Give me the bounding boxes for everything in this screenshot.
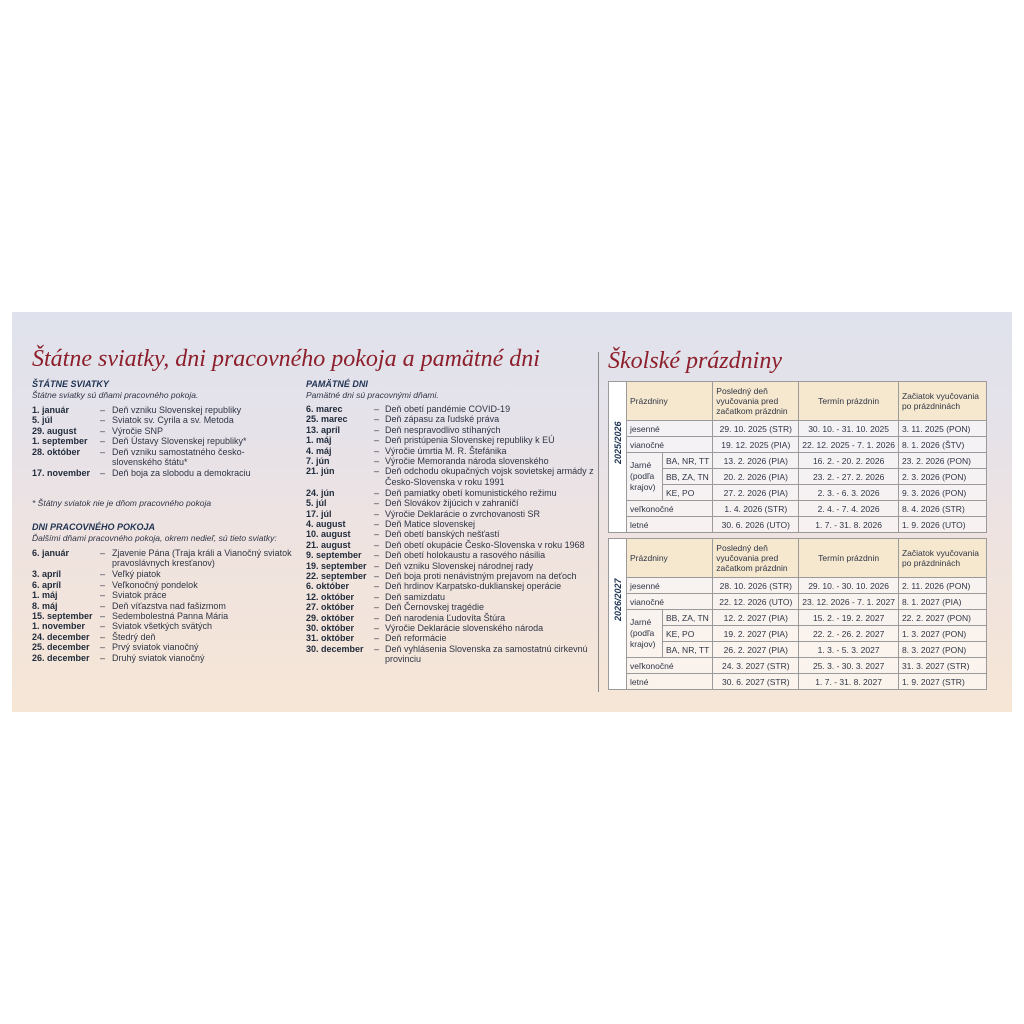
pamatne-item (306, 644, 597, 665)
pamatne-item-text: Výročie Deklarácie o zvrchovanosti SR (385, 508, 541, 519)
pamatne-item-text: Deň Slovákov žijúcich v zahraničí (385, 498, 519, 509)
header-last-day: Posledný deň vyučovania pred začatkom prázdnin (713, 382, 799, 421)
pamatne-item (306, 550, 597, 560)
header-start: Začiatok vyučovania po prázdninách (898, 382, 986, 421)
pamatne-item (306, 561, 597, 571)
pamatne-item (306, 519, 597, 529)
pokoj-item-text: Sviatok práce (112, 590, 167, 601)
holiday-last-day: 12. 2. 2027 (PIA) (713, 610, 799, 626)
statne-item-sep: – (100, 415, 106, 426)
statne-intro: Štátne sviatky sú dňami pracovného pokoja. (32, 390, 199, 400)
statne-item-date: 1. január (32, 405, 70, 415)
spring-label: Jarné (podľa krajov) (627, 453, 663, 501)
statne-item-sep: – (100, 405, 106, 415)
pokoj-item-text: Deň víťazstva nad fašizmom (112, 600, 226, 611)
pamatne-item (306, 602, 597, 612)
pamatne-item-text: Výročie Memoranda národa slovenského (385, 456, 549, 466)
holiday-start: 9. 3. 2026 (PON) (898, 485, 986, 501)
pokoj-item-date: 3. apríl (32, 569, 62, 580)
holiday-term: 2. 3. - 6. 3. 2026 (799, 485, 899, 501)
holiday-term: 22. 12. 2025 - 7. 1. 2026 (799, 437, 899, 453)
holiday-start: 8. 3. 2027 (PON) (898, 642, 986, 658)
holiday-term: 23. 12. 2026 - 7. 1. 2027 (799, 594, 899, 610)
pokoj-intro: Ďalšími dňami pracovného pokoja, okrem nedieľ, sú tieto sviatky: (32, 533, 277, 543)
pamatne-item-sep: – (374, 571, 380, 581)
pamatne-item-text: Výročie úmrtia M. R. Štefánika (385, 445, 507, 456)
pamatne-item-date: 21. august (306, 539, 351, 550)
pamatne-item (306, 446, 597, 456)
statne-item-text: Deň vzniku samostatného česko-slovenského štátu* (112, 446, 245, 467)
statne-item-sep: – (100, 468, 106, 478)
school-year-text: 2025/2026 (612, 421, 623, 464)
holiday-term: 25. 3. - 30. 3. 2027 (799, 658, 899, 674)
pamatne-item (306, 488, 597, 498)
pamatne-item-sep: – (374, 539, 380, 550)
pamatne-item-sep: – (374, 643, 380, 654)
pamatne-heading: PAMÄTNÉ DNI (306, 379, 368, 389)
pamatne-item-text: Deň obetí banských nešťastí (385, 529, 500, 540)
pokoj-item-text: Zjavenie Pána (Traja králi a Vianočný sviatok pravoslávnych kresťanov) (112, 548, 292, 569)
pamatne-item-sep: – (374, 445, 380, 456)
statne-heading: ŠTÁTNE SVIATKY (32, 379, 109, 389)
holiday-name: veľkonočné (627, 658, 713, 674)
statne-item-date: 1. september (32, 436, 88, 447)
pokoj-item-sep: – (100, 579, 106, 590)
holiday-last-day: 26. 2. 2027 (PIA) (713, 642, 799, 658)
pamatne-item-sep: – (374, 591, 380, 602)
holiday-name: letné (627, 674, 713, 690)
statne-item-date: 29. august (32, 425, 77, 436)
statne-item-text: Sviatok sv. Cyrila a sv. Metoda (112, 415, 234, 426)
pokoj-item-text: Prvý sviatok vianočný (112, 642, 199, 653)
holiday-term: 2. 4. - 7. 4. 2026 (799, 501, 899, 517)
pamatne-item-date: 5. júl (306, 498, 327, 509)
pokoj-item-sep: – (100, 548, 106, 558)
pamatne-item-text: Deň Černovskej tragédie (385, 602, 485, 613)
statne-item (32, 426, 278, 436)
pamatne-item-date: 19. september (306, 560, 367, 571)
spring-label: Jarné (podľa krajov) (627, 610, 663, 658)
pamatne-item (306, 456, 597, 466)
pamatne-item-text: Deň obetí pandémie COVID-19 (385, 404, 511, 414)
pamatne-item-sep: – (374, 529, 380, 540)
holiday-name: veľkonočné (627, 501, 713, 517)
pokoj-item (32, 632, 298, 642)
header-prazdniny: Prázdniny (627, 382, 713, 421)
pokoj-item-sep: – (100, 621, 106, 632)
holiday-start: 1. 3. 2027 (PON) (898, 626, 986, 642)
pamatne-item-text: Deň pristúpenia Slovenskej republiky k EÚ (385, 435, 555, 446)
calendar-card (12, 312, 1012, 712)
pamatne-item-date: 1. máj (306, 435, 332, 446)
statne-item (32, 415, 278, 425)
pokoj-item-sep: – (100, 611, 106, 621)
pokoj-item (32, 580, 298, 590)
pokoj-item-date: 6. apríl (32, 579, 62, 590)
spring-region: KE, PO (663, 485, 713, 501)
right-title: Školské prázdniny (608, 348, 782, 374)
holiday-last-day: 22. 12. 2026 (UTO) (713, 594, 799, 610)
holiday-term: 22. 2. - 26. 2. 2027 (799, 626, 899, 642)
pokoj-item-date: 1. november (32, 621, 86, 632)
pokoj-item-sep: – (100, 600, 106, 611)
pamatne-item-text: Deň odchodu okupačných vojsk sovietskej armády z Česko-Slovenska v roku 1991 (385, 466, 594, 487)
header-prazdniny: Prázdniny (627, 539, 713, 578)
pokoj-heading: DNI PRACOVNÉHO POKOJA (32, 522, 156, 532)
holiday-last-day: 20. 2. 2026 (PIA) (713, 469, 799, 485)
pokoj-item-sep: – (100, 569, 106, 580)
statne-item (32, 447, 278, 468)
statne-item-sep: – (100, 425, 106, 436)
pokoj-item (32, 569, 298, 579)
pamatne-item-date: 30. december (306, 643, 364, 654)
pokoj-item-text: Druhý sviatok vianočný (112, 652, 205, 663)
holiday-last-day: 29. 10. 2025 (STR) (713, 421, 799, 437)
holiday-term: 23. 2. - 27. 2. 2026 (799, 469, 899, 485)
pokoj-item-sep: – (100, 652, 106, 663)
pokoj-item-text: Veľký piatok (112, 569, 161, 580)
pamatne-item (306, 581, 597, 591)
pamatne-item-sep: – (374, 435, 380, 446)
pamatne-item-date: 31. október (306, 633, 355, 644)
holiday-start: 8. 4. 2026 (STR) (898, 501, 986, 517)
holiday-name: vianočné (627, 594, 713, 610)
spring-region: BA, NR, TT (663, 453, 713, 469)
pamatne-item-date: 9. september (306, 550, 362, 561)
pamatne-item-text: Deň obetí okupácie Česko-Slovenska v roku 1968 (385, 539, 585, 550)
spring-region: BB, ZA, TN (663, 469, 713, 485)
pamatne-item (306, 592, 597, 602)
pokoj-item-date: 25. december (32, 642, 90, 653)
pokoj-item-text: Veľkonočný pondelok (112, 579, 198, 590)
pamatne-item-date: 7. jún (306, 456, 330, 466)
holiday-start: 31. 3. 2027 (STR) (898, 658, 986, 674)
holiday-term: 1. 7. - 31. 8. 2027 (799, 674, 899, 690)
statne-item (32, 405, 278, 415)
pamatne-item-sep: – (374, 550, 380, 561)
pamatne-item-sep: – (374, 404, 380, 414)
pamatne-item-text: Deň boja proti nenávistným prejavom na deťoch (385, 571, 577, 581)
pamatne-item-date: 29. október (306, 612, 355, 623)
pamatne-item-date: 6. október (306, 581, 350, 592)
pamatne-item-sep: – (374, 498, 380, 509)
school-year-text: 2026/2027 (612, 578, 623, 621)
holiday-start: 1. 9. 2027 (STR) (898, 674, 986, 690)
holiday-name: letné (627, 517, 713, 533)
pokoj-item (32, 590, 298, 600)
pamatne-item-sep: – (374, 602, 380, 613)
header-term: Termín prázdnin (799, 382, 899, 421)
pokoj-item-text: Sviatok všetkých svätých (112, 621, 213, 632)
pamatne-item (306, 425, 597, 435)
statne-item (32, 468, 278, 478)
pamatne-item-text: Deň samizdatu (385, 591, 446, 602)
pamatne-item-date: 27. október (306, 602, 355, 613)
left-title: Štátne sviatky, dni pracovného pokoja a pamätné dni (32, 346, 540, 372)
school-year-label (609, 382, 627, 533)
pamatne-item-date: 12. október (306, 591, 355, 602)
pamatne-item (306, 540, 597, 550)
pokoj-item-date: 6. január (32, 548, 70, 558)
statne-item-text: Deň vzniku Slovenskej republiky (112, 405, 242, 415)
pokoj-item-date: 24. december (32, 631, 90, 642)
pokoj-item-date: 8. máj (32, 600, 58, 611)
holiday-last-day: 19. 2. 2027 (PIA) (713, 626, 799, 642)
holiday-term: 15. 2. - 19. 2. 2027 (799, 610, 899, 626)
pamatne-item-sep: – (374, 487, 380, 498)
pamatne-item (306, 613, 597, 623)
spring-region: BB, ZA, TN (663, 610, 713, 626)
pokoj-item (32, 601, 298, 611)
pamatne-item-sep: – (374, 612, 380, 623)
holiday-term: 1. 7. - 31. 8. 2026 (799, 517, 899, 533)
column-divider (598, 352, 599, 692)
statne-item-text: Deň Ústavy Slovenskej republiky* (112, 436, 247, 447)
holiday-last-day: 28. 10. 2026 (STR) (713, 578, 799, 594)
pamatne-item-date: 6. marec (306, 404, 343, 414)
holiday-term: 30. 10. - 31. 10. 2025 (799, 421, 899, 437)
pamatne-item-date: 24. jún (306, 487, 335, 498)
pamatne-item (306, 509, 597, 519)
pamatne-item (306, 633, 597, 643)
pokoj-item (32, 548, 298, 569)
pamatne-item-date: 4. máj (306, 445, 332, 456)
holiday-last-day: 19. 12. 2025 (PIA) (713, 437, 799, 453)
pamatne-item-date: 25. marec (306, 414, 348, 425)
pamatne-item-sep: – (374, 456, 380, 466)
pokoj-item-sep: – (100, 642, 106, 653)
pamatne-item-date: 13. apríl (306, 424, 341, 435)
pokoj-item (32, 653, 298, 663)
holiday-last-day: 27. 2. 2026 (PIA) (713, 485, 799, 501)
pamatne-item-date: 10. august (306, 529, 351, 540)
pokoj-item-date: 26. december (32, 652, 90, 663)
school-table (608, 381, 987, 533)
pokoj-item (32, 611, 298, 621)
holiday-start: 2. 11. 2026 (PON) (898, 578, 986, 594)
pamatne-item-date: 30. október (306, 623, 355, 633)
statne-item (32, 436, 278, 446)
pamatne-item-text: Deň nespravodlivo stíhaných (385, 424, 501, 435)
pamatne-item-text: Deň Matice slovenskej (385, 519, 476, 529)
pamatne-item (306, 529, 597, 539)
holiday-last-day: 1. 4. 2026 (STR) (713, 501, 799, 517)
header-last-day: Posledný deň vyučovania pred začatkom prázdnin (713, 539, 799, 578)
holiday-last-day: 30. 6. 2026 (UTO) (713, 517, 799, 533)
pamatne-item-sep: – (374, 581, 380, 592)
pamatne-item (306, 498, 597, 508)
statne-item-date: 17. november (32, 468, 91, 478)
pamatne-item-text: Deň vzniku Slovenskej národnej rady (385, 560, 534, 571)
statne-item-text: Výročie SNP (112, 425, 164, 436)
pamatne-item (306, 414, 597, 424)
pamatne-item-text: Deň reformácie (385, 633, 447, 644)
header-term: Termín prázdnin (799, 539, 899, 578)
holiday-start: 8. 1. 2027 (PIA) (898, 594, 986, 610)
pamatne-item-sep: – (374, 424, 380, 435)
holiday-term: 1. 3. - 5. 3. 2027 (799, 642, 899, 658)
pamatne-item (306, 571, 597, 581)
pamatne-item-text: Deň hrdinov Karpatsko-duklianskej operácie (385, 581, 562, 592)
pokoj-item-date: 1. máj (32, 590, 58, 601)
pamatne-item (306, 404, 597, 414)
statne-item-date: 5. júl (32, 415, 53, 426)
holiday-name: jesenné (627, 421, 713, 437)
pamatne-item-date: 4. august (306, 519, 346, 529)
pamatne-item-date: 22. september (306, 571, 367, 581)
school-table (608, 538, 987, 690)
holiday-start: 3. 11. 2025 (PON) (898, 421, 986, 437)
pamatne-item-date: 21. jún (306, 466, 335, 477)
pamatne-item (306, 466, 597, 487)
spring-region: BA, NR, TT (663, 642, 713, 658)
pamatne-item-text: Výročie Deklarácie slovenského národa (385, 623, 544, 633)
pamatne-item-text: Deň obetí holokaustu a rasového násilia (385, 550, 546, 561)
holiday-last-day: 24. 3. 2027 (STR) (713, 658, 799, 674)
pokoj-item-sep: – (100, 590, 106, 601)
pokoj-item-text: Sedembolestná Panna Mária (112, 611, 229, 621)
statne-item-text: Deň boja za slobodu a demokraciu (112, 468, 251, 478)
pamatne-item-sep: – (374, 560, 380, 571)
school-year-label (609, 539, 627, 690)
statne-item-date: 28. október (32, 446, 81, 457)
holiday-start: 8. 1. 2026 (ŠTV) (898, 437, 986, 453)
pamatne-item-sep: – (374, 519, 380, 529)
holiday-start: 1. 9. 2026 (UTO) (898, 517, 986, 533)
pokoj-item (32, 621, 298, 631)
statne-item-sep: – (100, 436, 106, 447)
pamatne-item-sep: – (374, 633, 380, 644)
holiday-start: 22. 2. 2027 (PON) (898, 610, 986, 626)
header-start: Začiatok vyučovania po prázdninách (898, 539, 986, 578)
holiday-name: vianočné (627, 437, 713, 453)
pamatne-item-sep: – (374, 508, 380, 519)
pamatne-item-text: Deň zápasu za ľudské práva (385, 414, 500, 425)
pamatne-item-text: Deň vyhlásenia Slovenska za samostatnú cirkevnú provinciu (385, 643, 588, 665)
pokoj-item-sep: – (100, 631, 106, 642)
statne-item-sep: – (100, 446, 106, 457)
pamatne-item (306, 435, 597, 445)
holiday-start: 2. 3. 2026 (PON) (898, 469, 986, 485)
holiday-term: 16. 2. - 20. 2. 2026 (799, 453, 899, 469)
pokoj-item-date: 15. september (32, 611, 93, 621)
pamatne-item-text: Deň narodenia Ľudovíta Štúra (385, 612, 506, 623)
pamatne-item-sep: – (374, 414, 380, 425)
holiday-last-day: 13. 2. 2026 (PIA) (713, 453, 799, 469)
pamatne-item (306, 623, 597, 633)
holiday-last-day: 30. 6. 2027 (STR) (713, 674, 799, 690)
holiday-term: 29. 10. - 30. 10. 2026 (799, 578, 899, 594)
pamatne-intro: Pamätné dni sú pracovnými dňami. (306, 390, 439, 400)
holiday-name: jesenné (627, 578, 713, 594)
pamatne-item-text: Deň pamiatky obetí komunistického režimu (385, 487, 557, 498)
spring-region: KE, PO (663, 626, 713, 642)
pamatne-item-sep: – (374, 466, 380, 477)
pokoj-item-text: Štedrý deň (112, 631, 156, 642)
holiday-start: 23. 2. 2026 (PON) (898, 453, 986, 469)
statne-footnote: * Štátny sviatok nie je dňom pracovného pokoja (32, 498, 212, 508)
pamatne-item-sep: – (374, 623, 380, 633)
pamatne-item-date: 17. júl (306, 508, 332, 519)
pokoj-item (32, 642, 298, 652)
